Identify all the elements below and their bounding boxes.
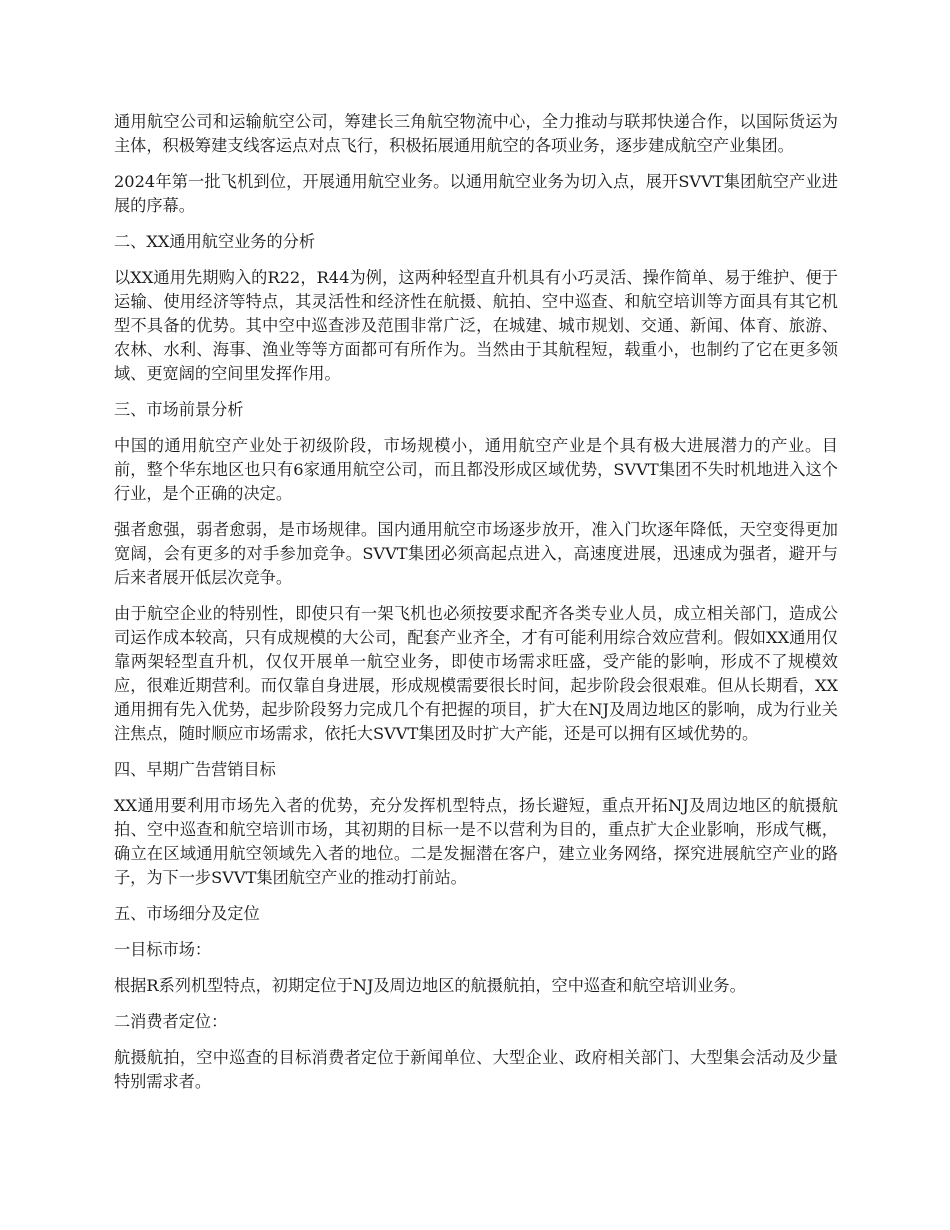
paragraph-first-mover: XX通用要利用市场先入者的优势，充分发挥机型特点，扬长避短，重点开拓NJ及周边地区的航摄航拍、空中巡查和航空培训市场，其初期的目标一是不以营利为目的，重点扩大企业影响，形成气概，确立在区域通用航空领域先入者的地位。二是发掘潜在客户，建立业务网络，探究进展航空产业的路子，为下一步SVVT集团航空产业的推动打前站。 [114,796,838,887]
paragraph-industry-stage: 中国的通用航空产业处于初级阶段，市场规模小，通用航空产业是个具有极大进展潜力的产业。目前，整个华东地区也只有6家通用航空公司，而且都没形成区域优势，SVVT集团不失时机地进入这个行业，是个正确的决定。 [114,436,838,503]
subheading-consumer-positioning: 二消费者定位： [114,1012,228,1031]
paragraph-target-market: 根据R系列机型特点，初期定位于NJ及周边地区的航摄航拍，空中巡查和航空培训业务。 [114,976,746,995]
paragraph-scale-effect: 由于航空企业的特别性，即使只有一架飞机也必须按要求配齐各类专业人员，成立相关部门，造成公司运作成本较高，只有成规模的大公司，配套产业齐全，才有可能利用综合效应营利。假如XX通用仅靠两架轻型直升机，仅仅开展单一航空业务，即使市场需求旺盛，受产能的影响，形成不了规模效应，很难近期营利。而仅靠自身进展，形成规模需要很长时间，起步阶段会很艰难。但从长期看，XX通用拥有先入优势，起步阶段努力完成几个有把握的项目，扩大在NJ及周边地区的影响，成为行业关注焦点，随时顺应市场需求，依托大SVVT集团及时扩大产能，还是可以拥有区域优势的。 [114,604,838,743]
paragraph-market-law: 强者愈强，弱者愈弱，是市场规律。国内通用航空市场逐步放开，准入门坎逐年降低，天空变得更加宽阔，会有更多的对手参加竞争。SVVT集团必须高起点进入，高速度进展，迅速成为强者，避开与后来者展开低层次竞争。 [114,520,838,587]
subheading-target-market: 一目标市场： [114,940,212,959]
section-heading-segmentation: 五、市场细分及定位 [114,904,260,923]
paragraph-2024-plan: 2024年第一批飞机到位，开展通用航空业务。以通用航空业务为切入点，展开SVVT集团航空产业进展的序幕。 [114,172,838,215]
section-heading-business-analysis: 二、XX通用航空业务的分析 [114,232,316,251]
paragraph-consumer-positioning: 航摄航拍，空中巡查的目标消费者定位于新闻单位、大型企业、政府相关部门、大型集会活动及少量特别需求者。 [114,1048,838,1091]
paragraph-helicopter-features: 以XX通用先期购入的R22，R44为例，这两种轻型直升机具有小巧灵活、操作简单、易于维护、便于运输、使用经济等特点，其灵活性和经济性在航摄、航拍、空中巡查、和航空培训等方面具有其它机型不具备的优势。其中空中巡查涉及范围非常广泛，在城建、城市规划、交通、新闻、体育、旅游、农林、水利、海事、渔业等等方面都可有所作为。当然由于其航程短，载重小，也制约了它在更多领域、更宽阔的空间里发挥作用。 [114,268,838,383]
section-heading-marketing-goals: 四、早期广告营销目标 [114,760,276,779]
section-heading-market-outlook: 三、市场前景分析 [114,400,244,419]
document-page [114,110,838,1106]
paragraph-intro-continuation: 通用航空公司和运输航空公司，筹建长三角航空物流中心，全力推动与联邦快递合作，以国际货运为主体，积极筹建支线客运点对点飞行，积极拓展通用航空的各项业务，逐步建成航空产业集团。 [114,112,838,155]
